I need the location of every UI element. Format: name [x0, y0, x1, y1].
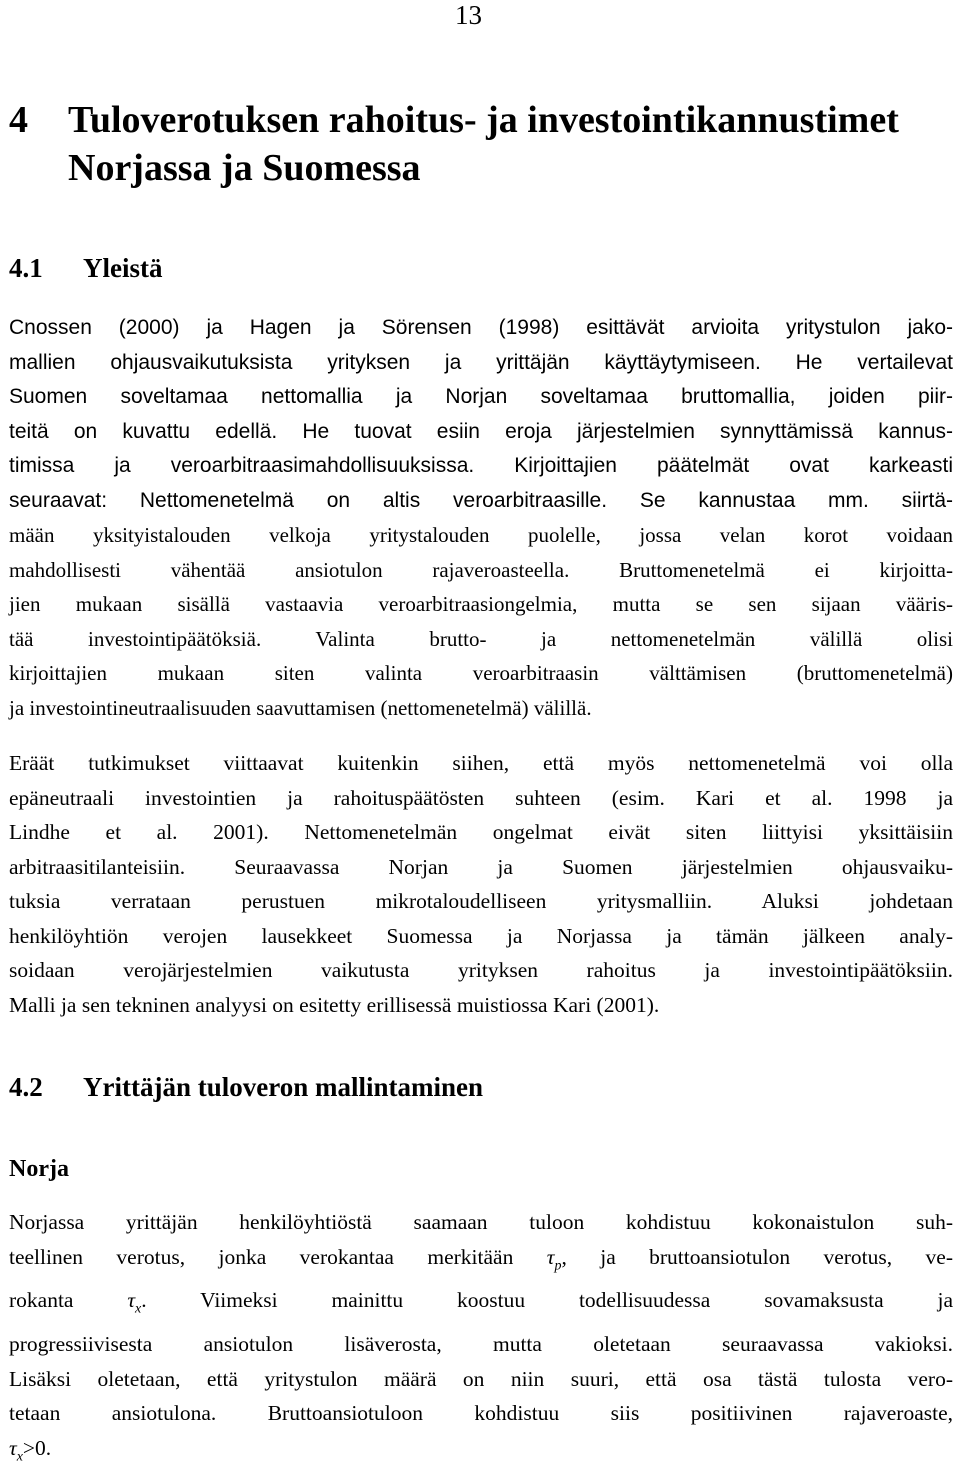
- text-line: Malli ja sen tekninen analyysi on esitetty erillisessä muistiossa Kari (2001).: [9, 992, 660, 1017]
- tau-p-symbol: $\tau_p$: [546, 1244, 562, 1273]
- text-line: Lisäksi oletetaan, että yritystulon määrä on niin suuri, että osa tästä tulosta vero-: [9, 1366, 953, 1391]
- text-line: mahdollisesti vähentää ansiotulon rajaveroasteella. Bruttomenetelmä ei kirjoitta-: [9, 557, 953, 582]
- text-fragment: teellinen verotus, jonka verokantaa merkitään: [9, 1244, 547, 1269]
- section-number: 4.1: [9, 253, 43, 283]
- text-line: seuraavat: Nettomenetelmä on altis veroarbitraasille. Se kannustaa mm. siirtä-: [9, 488, 953, 512]
- text-line: Norjassa yrittäjän henkilöyhtiöstä saamaan tuloon kohdistuu kokonaistulon suh-: [9, 1210, 953, 1234]
- text-line: [9, 1283, 953, 1327]
- text-line: timissa ja veroarbitraasimahdollisuuksissa. Kirjoittajien päätelmät ovat karkeasti: [9, 454, 953, 477]
- text-line: progressiivisesta ansiotulon lisäverosta, mutta oletetaan seuraavassa vakioksi.: [9, 1332, 953, 1357]
- paragraph-intro: [9, 311, 953, 725]
- text-line: teitä on kuvattu edellä. He tuovat esiin eroja järjestelmien synnyttämissä kannus-: [9, 419, 953, 443]
- text-line: ja investointineutraalisuuden saavuttamisen (nettomenetelmä) välillä.: [9, 695, 592, 720]
- chapter-title-line2: Norjassa ja Suomessa: [68, 147, 421, 189]
- text-line: [9, 1240, 953, 1284]
- tau-x-symbol: $\tau_x$: [9, 1435, 23, 1464]
- paragraph-norja: [9, 1205, 953, 1474]
- chapter-number: 4: [9, 99, 28, 141]
- text-line: tuksia verrataan perustuen mikrotaloudelliseen yritysmalliin. Aluksi johdetaan: [9, 889, 953, 913]
- text-line: jien mukaan sisällä vastaavia veroarbitraasiongelmia, mutta se sen sijaan vääris-: [9, 592, 953, 616]
- text-fragment: >0.: [22, 1435, 52, 1460]
- text-line: Cnossen (2000) ja Hagen ja Sörensen (1998) esittävät arvioita yritystulon jako-: [9, 316, 953, 339]
- subheading-norja: Norja: [9, 1156, 69, 1182]
- paragraph-research: [9, 746, 953, 1022]
- tau-x-symbol: $\tau_x$: [127, 1288, 142, 1317]
- text-line: mään yksityistalouden velkoja yritystalouden puolelle, jossa velan korot voidaan: [9, 523, 953, 547]
- text-line: henkilöyhtiön verojen lausekkeet Suomessa ja Norjassa ja tämän jälkeen analy-: [9, 923, 953, 948]
- text-line: tää investointipäätöksiä. Valinta brutto- ja nettomenetelmän välillä olisi: [9, 626, 953, 651]
- text-line: Lindhe et al. 2001). Nettomenetelmän ongelmat eivät siten liittyisi yksittäisiin: [9, 820, 953, 844]
- section-title: Yleistä: [83, 253, 163, 283]
- text-line: mallien ohjausvaikutuksista yrityksen ja yrittäjän käyttäytymiseen. He vertailevat: [9, 350, 953, 374]
- section-number: 4.2: [9, 1072, 43, 1102]
- page-number: 13: [455, 0, 482, 30]
- text-line: arbitraasitilanteisiin. Seuraavassa Norjan ja Suomen järjestelmien ohjausvaiku-: [9, 854, 953, 879]
- text-fragment: , ja bruttoansiotulon verotus, ve-: [561, 1244, 953, 1269]
- chapter-title: [9, 96, 954, 192]
- text-line: kirjoittajien mukaan siten valinta veroarbitraasin välttämisen (bruttomenetelmä): [9, 661, 953, 685]
- text-fragment: . Viimeksi mainittu koostuu todellisuudessa sovamaksusta ja: [141, 1288, 953, 1313]
- section-heading-4-2: [9, 1072, 483, 1103]
- text-fragment: rokanta: [9, 1288, 128, 1313]
- section-title: Yrittäjän tuloveron mallintaminen: [83, 1072, 483, 1102]
- text-line: epäneutraali investointien ja rahoituspäätösten suhteen (esim. Kari et al. 1998 ja: [9, 785, 953, 810]
- text-line: Eräät tutkimukset viittaavat kuitenkin siihen, että myös nettomenetelmä voi olla: [9, 751, 953, 775]
- text-line: [9, 1431, 953, 1474]
- text-line: tetaan ansiotulona. Bruttoansiotuloon kohdistuu siis positiivinen rajaveroaste,: [9, 1401, 953, 1426]
- section-heading-4-1: [9, 253, 162, 284]
- text-line: soidaan verojärjestelmien vaikutusta yrityksen rahoitus ja investointipäätöksiin.: [9, 958, 953, 982]
- chapter-title-line1: Tuloverotuksen rahoitus- ja investointikannustimet: [68, 99, 899, 141]
- text-line: Suomen soveltamaa nettomallia ja Norjan soveltamaa bruttomallia, joiden piir-: [9, 385, 953, 408]
